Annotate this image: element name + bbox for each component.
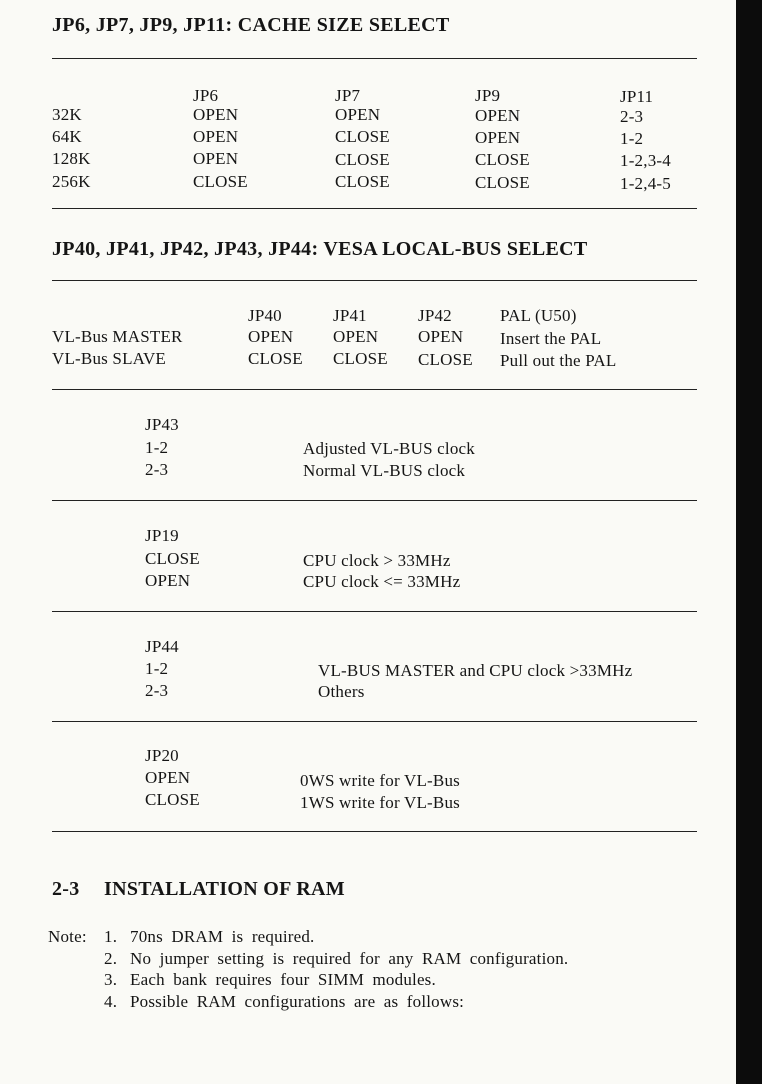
- note-number: 2.: [104, 949, 118, 968]
- cache-cell: 1-2,4-5: [620, 174, 671, 193]
- vesa-row-mode: VL-Bus SLAVE: [52, 349, 167, 368]
- vesa-cell: CLOSE: [248, 349, 303, 368]
- cache-cell: CLOSE: [475, 173, 530, 192]
- divider: [52, 389, 697, 390]
- divider: [52, 58, 697, 59]
- divider: [52, 500, 697, 501]
- section-title: INSTALLATION OF RAM: [104, 878, 345, 900]
- jp20-desc: 0WS write for VL-Bus: [300, 771, 460, 790]
- vesa-cell: Pull out the PAL: [500, 351, 617, 370]
- vesa-cell: OPEN: [418, 327, 464, 346]
- cache-cell: CLOSE: [335, 127, 390, 146]
- note-text: No jumper setting is required for any RAM configuration.: [130, 949, 569, 968]
- cache-cell: CLOSE: [335, 172, 390, 191]
- note-number: 3.: [104, 970, 118, 989]
- cache-cell: CLOSE: [193, 172, 248, 191]
- cache-cell: OPEN: [335, 105, 381, 124]
- cache-cell: OPEN: [475, 128, 521, 147]
- vesa-header-pal: PAL (U50): [500, 306, 577, 325]
- note-text: 70ns DRAM is required.: [130, 927, 315, 946]
- jp20-desc: 1WS write for VL-Bus: [300, 793, 460, 812]
- jp44-setting: 1-2: [145, 659, 169, 678]
- note-number: 4.: [104, 992, 118, 1011]
- divider: [52, 831, 697, 832]
- cache-cell: 1-2: [620, 129, 644, 148]
- cache-row-size: 64K: [52, 127, 82, 146]
- jp44-label: JP44: [145, 637, 179, 656]
- jp43-setting: 2-3: [145, 460, 169, 479]
- vesa-cell: CLOSE: [333, 349, 388, 368]
- divider: [52, 208, 697, 209]
- jp19-label: JP19: [145, 526, 179, 545]
- page-edge: [736, 0, 762, 1084]
- cache-row-size: 256K: [52, 172, 91, 191]
- vesa-header-jp42: JP42: [418, 306, 452, 325]
- vesa-cell: OPEN: [333, 327, 379, 346]
- jp44-setting: 2-3: [145, 681, 169, 700]
- divider: [52, 280, 697, 281]
- note-label: Note:: [48, 927, 87, 946]
- cache-cell: OPEN: [193, 127, 239, 146]
- note-number: 1.: [104, 927, 118, 946]
- section-number: 2-3: [52, 878, 80, 900]
- vesa-cell: OPEN: [248, 327, 294, 346]
- cache-cell: OPEN: [475, 106, 521, 125]
- cache-cell: 1-2,3-4: [620, 151, 671, 170]
- jp19-setting: OPEN: [145, 571, 191, 590]
- jp19-setting: CLOSE: [145, 549, 200, 568]
- cache-header-jp6: JP6: [193, 86, 219, 105]
- vesa-cell: Insert the PAL: [500, 329, 602, 348]
- vesa-section-title: JP40, JP41, JP42, JP43, JP44: VESA LOCAL-BUS SELECT: [52, 238, 588, 260]
- divider: [52, 721, 697, 722]
- cache-header-jp9: JP9: [475, 86, 501, 105]
- cache-cell: 2-3: [620, 107, 644, 126]
- jp43-desc: Normal VL-BUS clock: [303, 461, 466, 480]
- jp43-label: JP43: [145, 415, 179, 434]
- jp43-setting: 1-2: [145, 438, 169, 457]
- cache-cell: OPEN: [193, 149, 239, 168]
- cache-header-jp11: JP11: [620, 87, 654, 106]
- cache-cell: CLOSE: [475, 150, 530, 169]
- jp20-setting: OPEN: [145, 768, 191, 787]
- vesa-cell: CLOSE: [418, 350, 473, 369]
- jp19-desc: CPU clock > 33MHz: [303, 551, 451, 570]
- jp20-setting: CLOSE: [145, 790, 200, 809]
- note-text: Possible RAM configurations are as follows:: [130, 992, 465, 1011]
- note-text: Each bank requires four SIMM modules.: [130, 970, 436, 989]
- cache-cell: CLOSE: [335, 150, 390, 169]
- jp44-desc: VL-BUS MASTER and CPU clock >33MHz: [318, 661, 633, 680]
- cache-row-size: 32K: [52, 105, 82, 124]
- jp19-desc: CPU clock <= 33MHz: [303, 572, 461, 591]
- cache-cell: OPEN: [193, 105, 239, 124]
- jp44-desc: Others: [318, 682, 365, 701]
- cache-header-jp7: JP7: [335, 86, 361, 105]
- vesa-header-jp40: JP40: [248, 306, 282, 325]
- jp20-label: JP20: [145, 746, 179, 765]
- vesa-header-jp41: JP41: [333, 306, 367, 325]
- cache-row-size: 128K: [52, 149, 91, 168]
- divider: [52, 611, 697, 612]
- jp43-desc: Adjusted VL-BUS clock: [303, 439, 475, 458]
- cache-section-title: JP6, JP7, JP9, JP11: CACHE SIZE SELECT: [52, 14, 450, 36]
- vesa-row-mode: VL-Bus MASTER: [52, 327, 183, 346]
